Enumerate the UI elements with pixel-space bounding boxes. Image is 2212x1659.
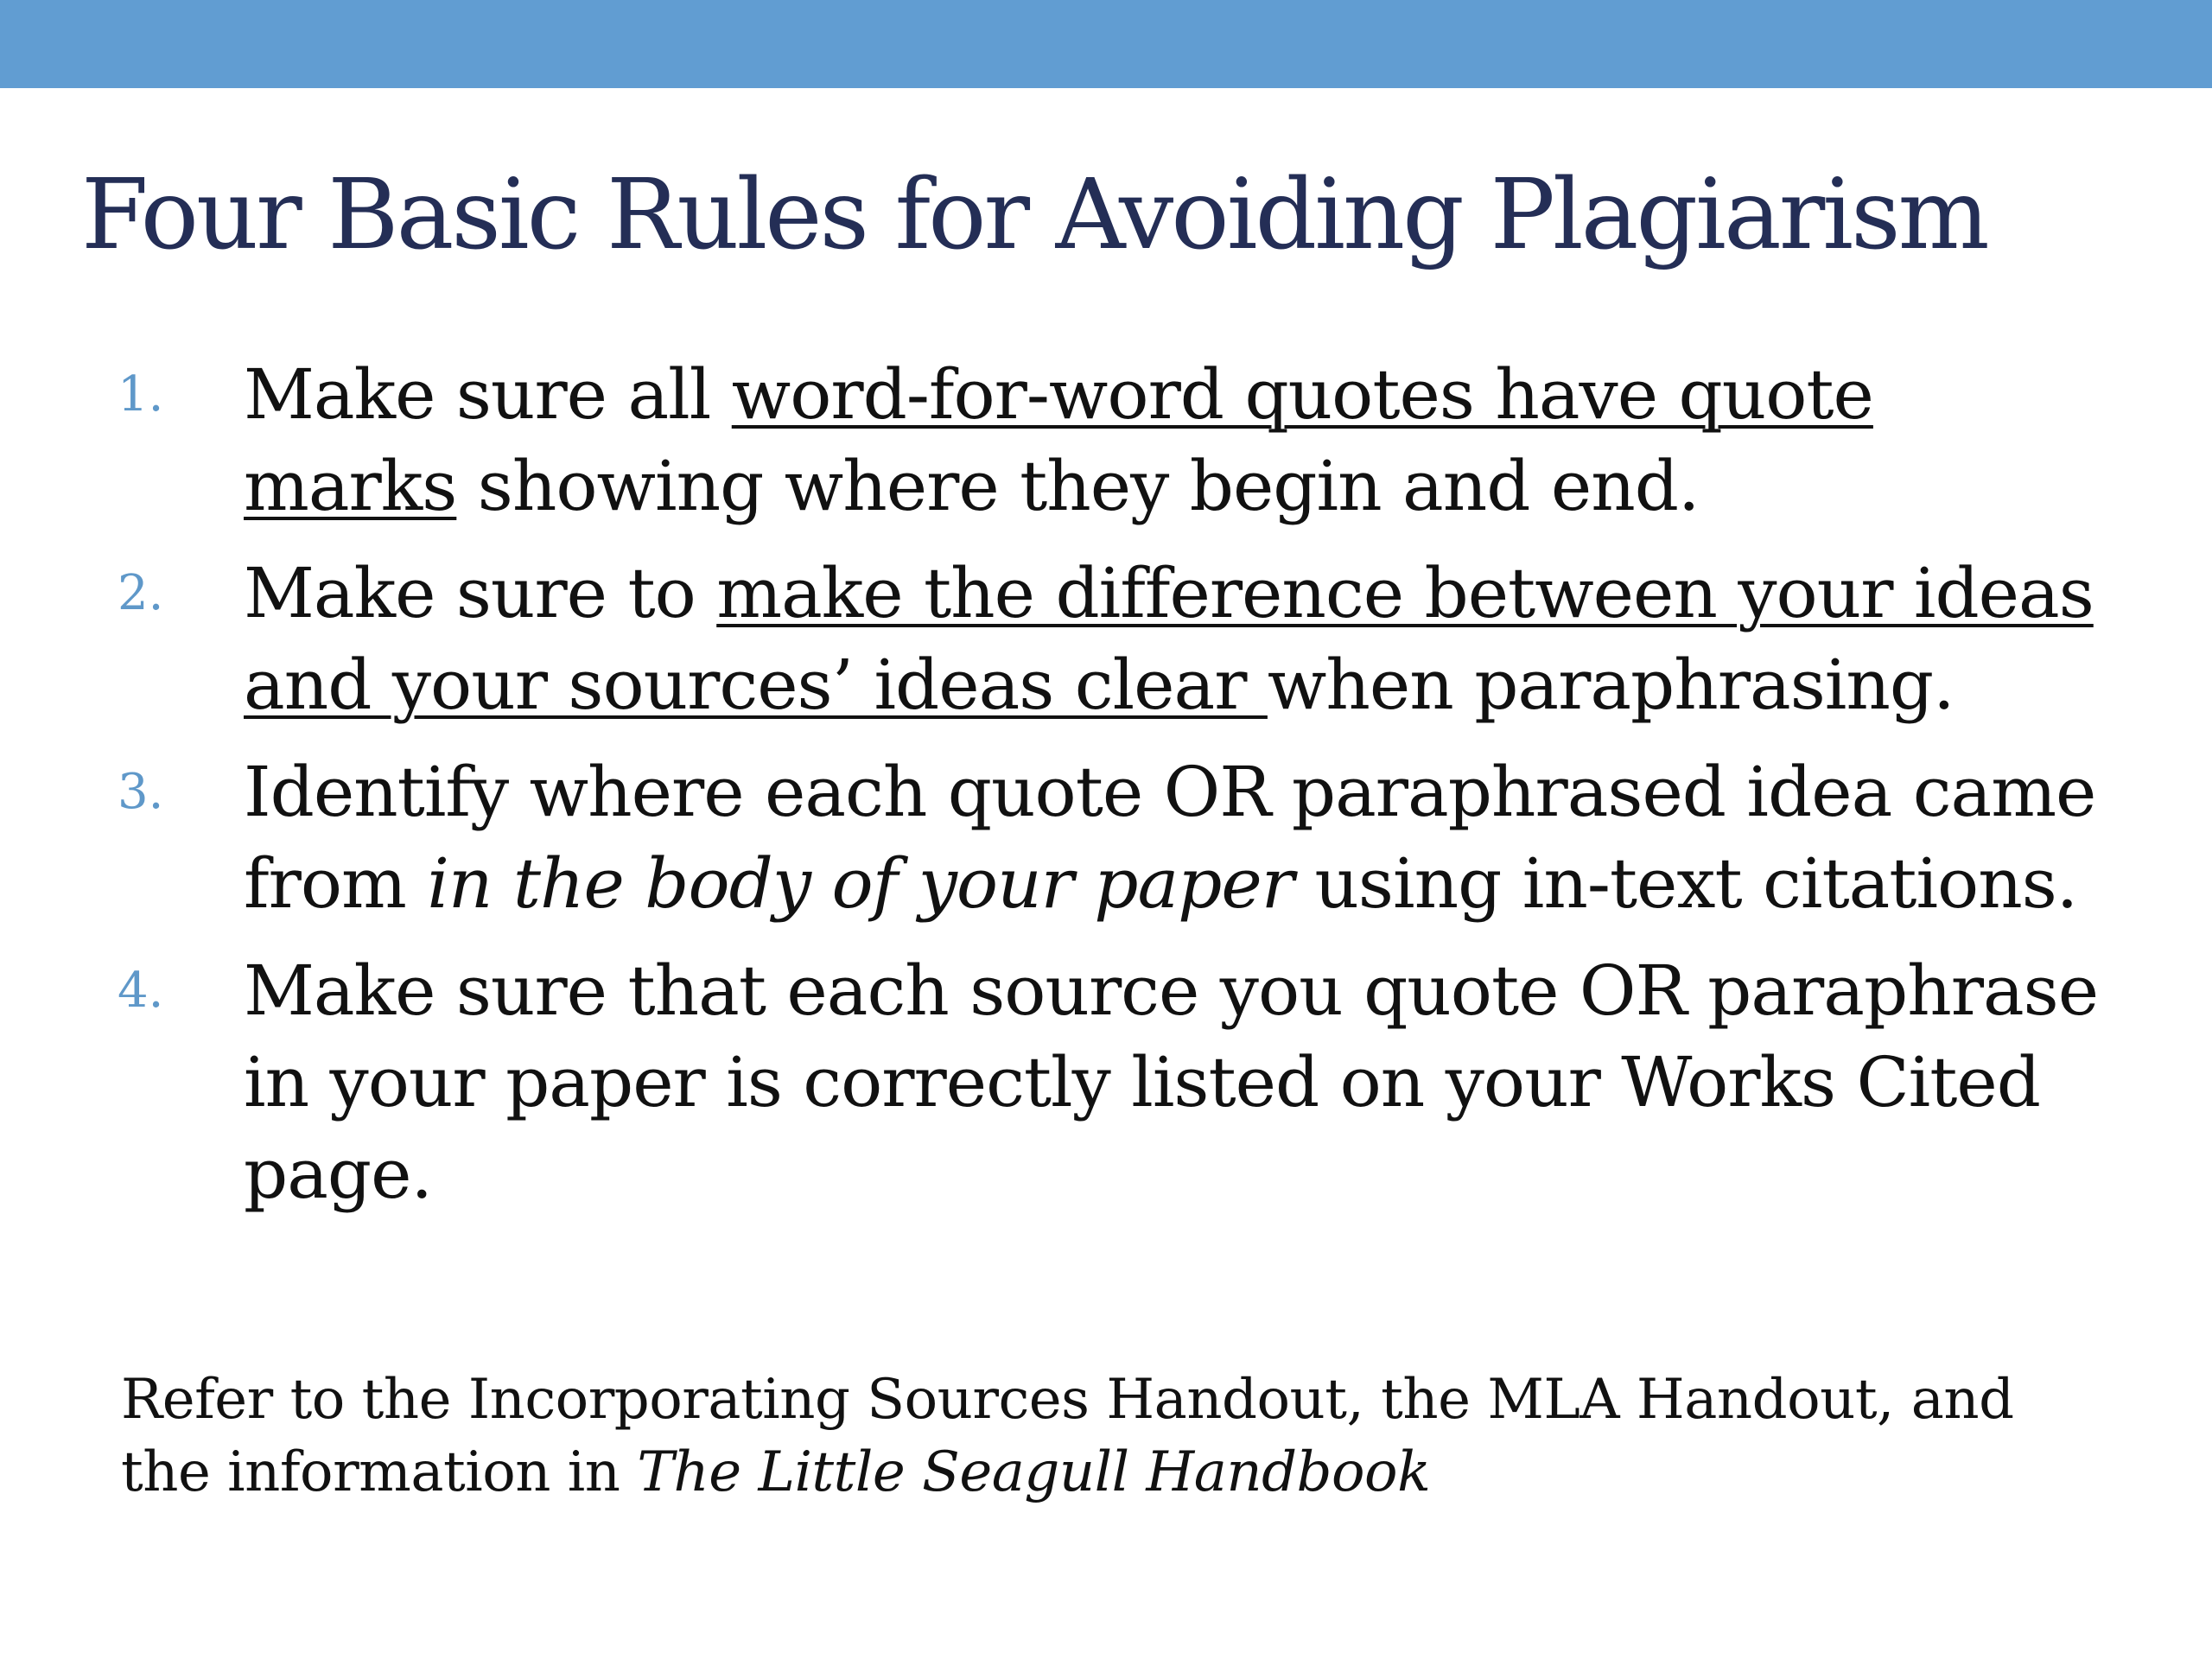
rule-item-4	[118, 945, 2105, 1220]
rule-number-1: 1.	[118, 366, 164, 423]
rule-1-text-end: showing where they begin and end.	[456, 446, 1700, 526]
rule-text-1	[244, 349, 2105, 532]
rule-3-text-end: using in-text citations.	[1293, 843, 2078, 924]
rule-item-2	[118, 548, 2105, 731]
slide-title: Four Basic Rules for Avoiding Plagiarism	[81, 159, 1987, 271]
rule-number-3: 3.	[118, 764, 164, 820]
reference-note	[121, 1363, 2108, 1509]
rule-text-4: Make sure that each source you quote OR paraphrase in your paper is correctly listed on your Works Cited page.	[244, 950, 2099, 1214]
rules-list	[118, 349, 2105, 1236]
handbook-title: The Little Seagull Handbook	[637, 1440, 1431, 1504]
slide-top-bar	[0, 0, 2212, 88]
rule-2-underlined-text: make the difference between your ideas and your sources’ ideas clear	[244, 553, 2094, 725]
reference-note-text: Refer to the Incorporating Sources Handout, the MLA Handout, and the information in	[121, 1368, 2014, 1504]
rule-number-4: 4.	[118, 963, 164, 1019]
rule-number-2: 2.	[118, 565, 164, 621]
rule-text-3	[244, 747, 2105, 930]
rule-3-text-start: Identify where each quote OR paraphrased idea came from	[244, 752, 2096, 924]
rule-item-1	[118, 349, 2105, 532]
rule-1-text-start: Make sure all	[244, 354, 732, 435]
rule-1-underlined-text: word-for-word quotes have quote marks	[244, 354, 1873, 526]
rule-item-3	[118, 747, 2105, 930]
rule-3-italic-text: in the body of your paper	[427, 843, 1294, 924]
rule-2-text-end: when paraphrasing.	[1267, 645, 1955, 725]
rule-text-2	[244, 548, 2105, 731]
rule-2-text-start: Make sure to	[244, 553, 717, 633]
